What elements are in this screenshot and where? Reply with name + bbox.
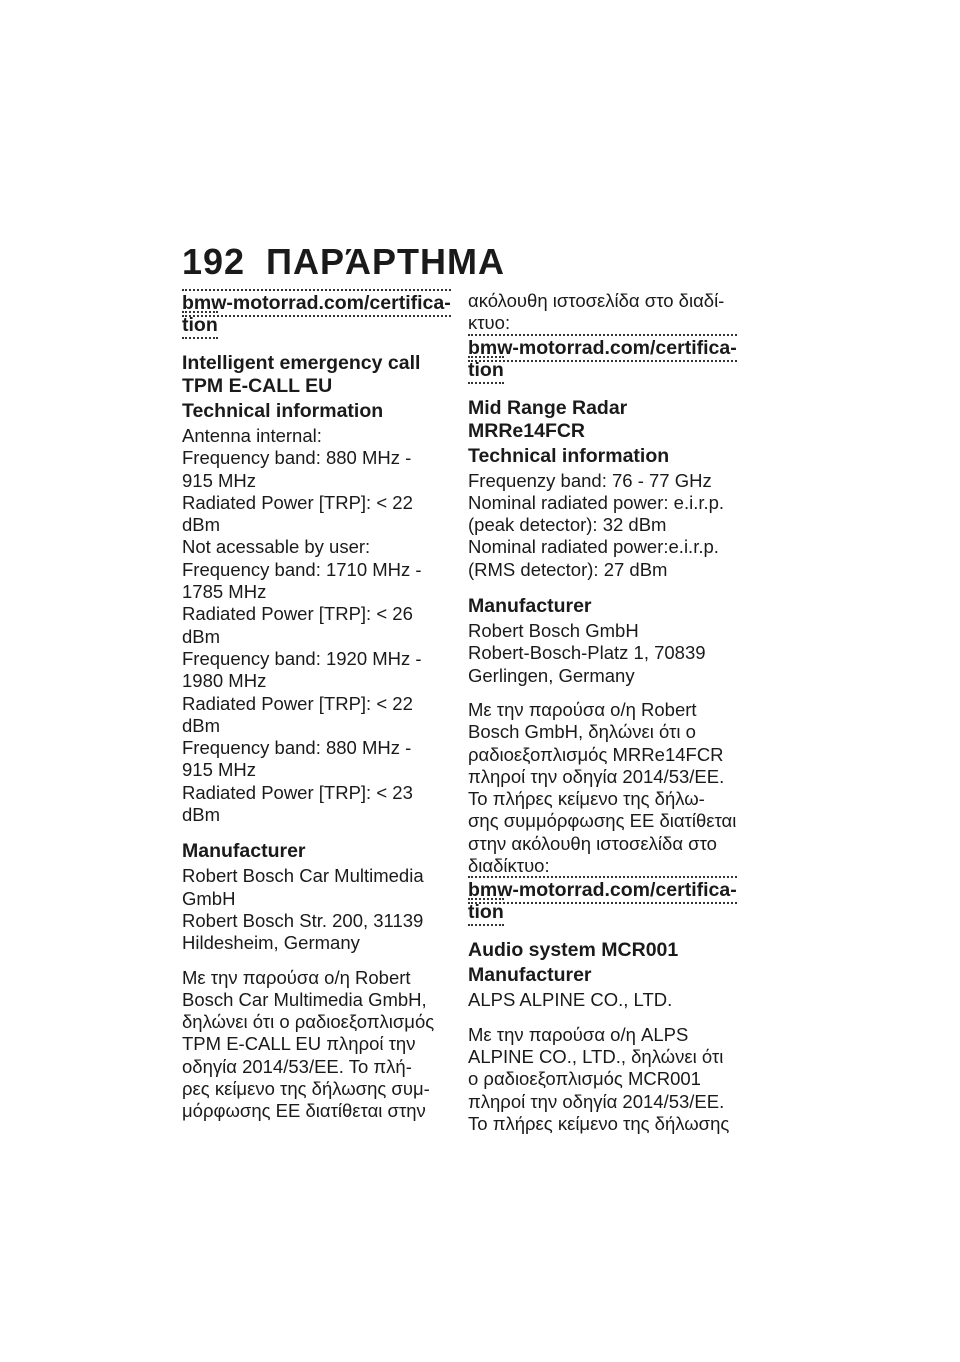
certification-link[interactable]: [182, 290, 452, 338]
declaration-text: Με την παρούσα ο/η ALPS ALPINE CO., LTD., δηλώνει ότι ο ραδιοεξοπλισμός MCR001 πληροί την οδηγία 2014/53/ΕΕ. Το πλήρες κείμενο της δήλωσης: [468, 1023, 730, 1134]
technical-info-text: Frequenzy band: 76 - 77 GHz Nominal radiated power: e.i.r.p. (peak detector): 32 dBm Nominal radiated power:e.i.r.p. (RMS detector): 27 dBm: [468, 469, 725, 580]
device-heading-audio: Audio system MCR001: [468, 939, 679, 962]
certification-link[interactable]: [468, 335, 738, 383]
manufacturer-text: Robert Bosch Car Multimedia GmbH Robert Bosch Str. 200, 31139 Hildesheim, Germany: [182, 865, 424, 954]
declaration-text: Με την παρούσα ο/η Robert Bosch GmbH, δηλώνει ότι ο ραδιοεξοπλισμός MRRe14FCR πληροί την οδηγία 2014/53/ΕΕ. Το πλήρες κείμενο της δήλω- σης συμμόρφωσης ΕΕ διατίθεται στην ακόλουθη ιστοσελίδα στο διαδίκτυο:: [468, 698, 737, 877]
manufacturer-heading: Manufacturer: [182, 840, 306, 863]
page-title: ΠΑΡΆΡΤΗΜΑ: [266, 241, 505, 282]
declaration-text: Με την παρούσα ο/η Robert Bosch Car Multimedia GmbH, δηλώνει ότι ο ραδιοεξοπλισμός TPM E-CALL EU πληροί την οδηγία 2014/53/ΕΕ. Το πλή- ρες κείμενο της δήλωσης συμ- μόρφωσης ΕΕ διατίθεται στην: [182, 966, 435, 1122]
manufacturer-text: ALPS ALPINE CO., LTD.: [468, 989, 673, 1011]
certification-link-text: bmw-motorrad.com/certifica- tion: [182, 289, 451, 339]
device-heading-ecall: Intelligent emergency call TPM E-CALL EU: [182, 352, 421, 397]
manufacturer-heading: Manufacturer: [468, 595, 592, 618]
technical-info-heading: Technical information: [182, 400, 384, 422]
certification-link-text: bmw-motorrad.com/certifica- tion: [468, 334, 737, 384]
continuation-text: ακόλουθη ιστοσελίδα στο διαδί- κτυο:: [468, 290, 725, 334]
page-number: 192: [182, 241, 246, 282]
left-column: [182, 290, 452, 1123]
page-header: [182, 240, 505, 284]
manufacturer-heading: Manufacturer: [468, 964, 592, 987]
certification-link[interactable]: [468, 877, 738, 925]
technical-info-text: Antenna internal: Frequency band: 880 MHz - 915 MHz Radiated Power [TRP]: < 22 dBm Not acessable by user: Frequency band: 1710 MHz - 1785 MHz Radiated Power [TRP]: < 26 dBm Frequency band: 1920 MHz - 1980 MHz Radiated Power [TRP]: < 22 dBm Frequency band: 880 MHz - 915 MHz Radiated Power [TRP]: < 23 dBm: [182, 425, 422, 826]
certification-link-text: bmw-motorrad.com/certifica- tion: [468, 876, 737, 926]
device-heading-radar: Mid Range Radar MRRe14FCR: [468, 396, 628, 442]
right-column: [468, 290, 738, 1135]
manufacturer-text: Robert Bosch GmbH Robert-Bosch-Platz 1, 70839 Gerlingen, Germany: [468, 620, 706, 686]
technical-info-heading: Technical information: [468, 444, 670, 467]
